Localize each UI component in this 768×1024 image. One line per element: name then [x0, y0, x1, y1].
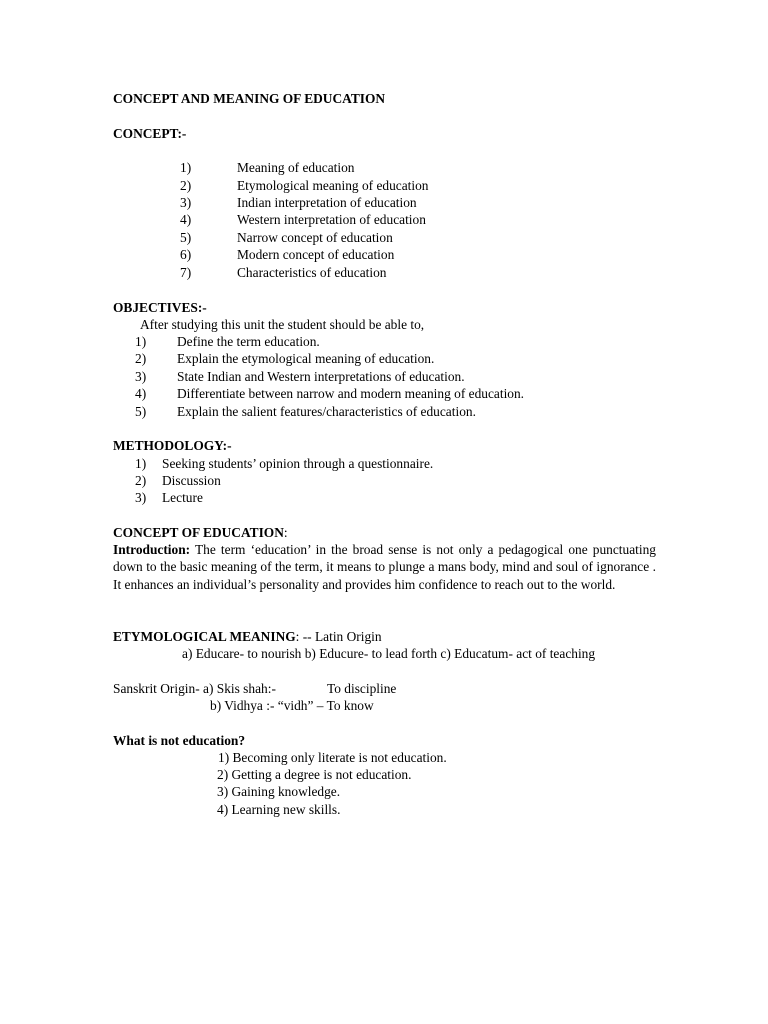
- not-education-item: 2) Getting a degree is not education.: [217, 767, 412, 782]
- methodology-item-number: 3): [135, 490, 147, 505]
- concept-item-number: 7): [180, 265, 192, 280]
- concept-item-number: 1): [180, 160, 192, 175]
- concept-of-education-heading-suffix: :: [283, 525, 288, 540]
- methodology-item-number: 2): [135, 473, 147, 488]
- concept-heading: CONCEPT:-: [113, 126, 187, 141]
- objective-item-text: Explain the salient features/characteristics of education.: [177, 404, 476, 419]
- etymological-heading-suffix: : -- Latin Origin: [295, 629, 382, 644]
- concept-item-number: 5): [180, 230, 192, 245]
- concept-item-text: Indian interpretation of education: [237, 195, 417, 210]
- latin-origin-line: a) Educare- to nourish b) Educure- to lead forth c) Educatum- act of teaching: [182, 646, 596, 661]
- sanskrit-origin-b: b) Vidhya :- “vidh” – To know: [210, 698, 374, 713]
- concept-item-number: 2): [180, 178, 192, 193]
- objectives-intro: After studying this unit the student should be able to,: [140, 317, 425, 332]
- methodology-heading: METHODOLOGY:-: [113, 438, 232, 453]
- concept-of-education-heading-line: [113, 524, 288, 541]
- concept-item-text: Narrow concept of education: [237, 230, 393, 245]
- concept-item-number: 3): [180, 195, 192, 210]
- introduction-text: The term ‘education’ in the broad sense is not only a pedagogical one punctuating down to the basic meaning of the term, it means to plunge a mans body, mind and soul of ignorance . It enhances an individual’s personality and provides him confidence to reach out to the world.: [113, 542, 656, 592]
- not-education-item: 3) Gaining knowledge.: [217, 784, 341, 799]
- concept-item-number: 4): [180, 212, 192, 227]
- methodology-item-text: Seeking students’ opinion through a questionnaire.: [162, 456, 434, 471]
- methodology-item-text: Lecture: [162, 490, 203, 505]
- sanskrit-origin-a-meaning: To discipline: [327, 681, 397, 696]
- methodology-item-number: 1): [135, 456, 147, 471]
- concept-item-text: Modern concept of education: [237, 247, 395, 262]
- concept-of-education-heading: CONCEPT OF EDUCATION: [113, 525, 284, 540]
- concept-item-text: Meaning of education: [237, 160, 355, 175]
- objective-item-number: 4): [135, 386, 147, 401]
- not-education-item: 4) Learning new skills.: [217, 802, 341, 817]
- introduction-label: Introduction:: [113, 542, 191, 557]
- concept-item-number: 6): [180, 247, 192, 262]
- methodology-item-text: Discussion: [162, 473, 221, 488]
- introduction-paragraph: [113, 541, 656, 593]
- etymological-heading: ETYMOLOGICAL MEANING: [113, 629, 296, 644]
- objective-item-number: 5): [135, 404, 147, 419]
- sanskrit-origin-a-prefix: Sanskrit Origin- a) Skis shah:-: [113, 681, 276, 696]
- concept-item-text: Western interpretation of education: [237, 212, 426, 227]
- objective-item-text: Explain the etymological meaning of education.: [177, 351, 435, 366]
- objective-item-text: State Indian and Western interpretations of education.: [177, 369, 465, 384]
- objective-item-number: 3): [135, 369, 147, 384]
- objectives-heading: OBJECTIVES:-: [113, 300, 207, 315]
- objective-item-number: 1): [135, 334, 147, 349]
- concept-item-text: Characteristics of education: [237, 265, 387, 280]
- not-education-heading: What is not education?: [113, 733, 246, 748]
- concept-item-text: Etymological meaning of education: [237, 178, 429, 193]
- etymological-heading-line: [113, 628, 382, 645]
- objective-item-text: Define the term education.: [177, 334, 320, 349]
- document-title: CONCEPT AND MEANING OF EDUCATION: [113, 91, 386, 106]
- objective-item-text: Differentiate between narrow and modern meaning of education.: [177, 386, 525, 401]
- objective-item-number: 2): [135, 351, 147, 366]
- not-education-item: 1) Becoming only literate is not education.: [218, 750, 447, 765]
